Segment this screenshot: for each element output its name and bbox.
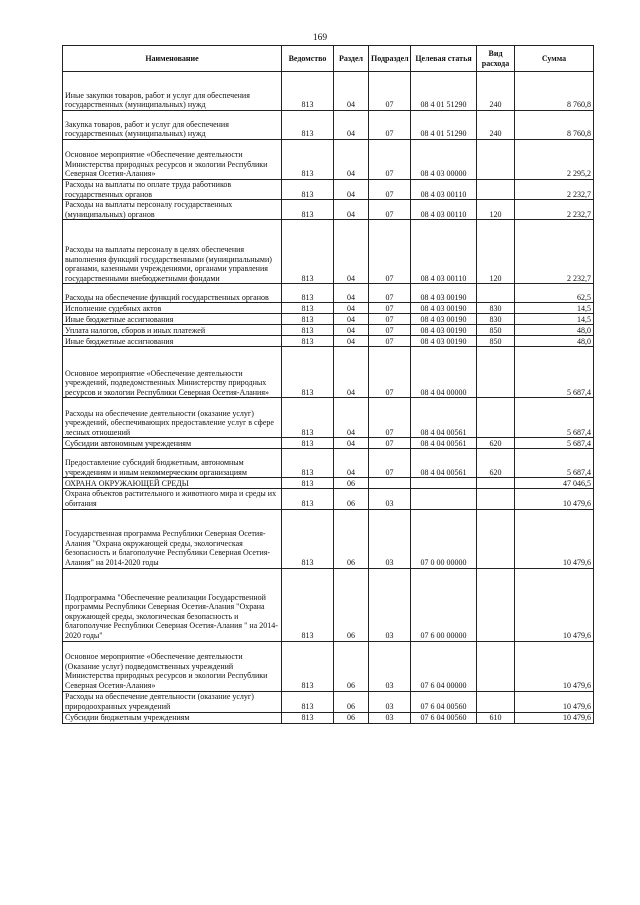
row-vedomstvo: 813: [282, 478, 334, 489]
row-vedomstvo: 813: [282, 314, 334, 325]
row-celevaya-statya: 08 4 04 00561: [411, 438, 477, 449]
table-row: [63, 284, 594, 303]
table-row: [63, 438, 594, 449]
table-row: [63, 72, 594, 111]
row-vid-raskhoda: 850: [477, 336, 515, 347]
row-razdel: 06: [334, 712, 369, 723]
row-podrazdel: 07: [369, 438, 411, 449]
row-name: Основное мероприятие «Обеспечение деятельности учреждений, подведомственных Министерству природных ресурсов и экологии Республики Северная Осетия-Алания»: [63, 347, 282, 398]
row-vedomstvo: 813: [282, 336, 334, 347]
row-vedomstvo: 813: [282, 111, 334, 140]
row-summa: 10 479,6: [515, 568, 594, 641]
row-name: ОХРАНА ОКРУЖАЮЩЕЙ СРЕДЫ: [63, 478, 282, 489]
row-podrazdel: [369, 478, 411, 489]
row-vid-raskhoda: 830: [477, 314, 515, 325]
table-row: [63, 220, 594, 284]
row-vid-raskhoda: [477, 347, 515, 398]
row-podrazdel: 07: [369, 303, 411, 314]
row-vid-raskhoda: [477, 398, 515, 438]
row-podrazdel: 03: [369, 712, 411, 723]
row-vedomstvo: 813: [282, 691, 334, 712]
row-vid-raskhoda: 120: [477, 200, 515, 220]
row-podrazdel: 03: [369, 489, 411, 509]
row-razdel: 04: [334, 449, 369, 478]
row-name: Субсидии бюджетным учреждениям: [63, 712, 282, 723]
row-summa: 2 232,7: [515, 180, 594, 200]
row-vedomstvo: 813: [282, 449, 334, 478]
row-podrazdel: 07: [369, 325, 411, 336]
row-name: Субсидии автономным учреждениям: [63, 438, 282, 449]
row-podrazdel: 07: [369, 200, 411, 220]
col-header-name: Наименование: [63, 46, 282, 72]
row-name: Иные бюджетные ассигнования: [63, 314, 282, 325]
row-razdel: 06: [334, 478, 369, 489]
row-vid-raskhoda: [477, 509, 515, 568]
row-vid-raskhoda: 850: [477, 325, 515, 336]
row-vedomstvo: 813: [282, 509, 334, 568]
row-razdel: 06: [334, 691, 369, 712]
row-celevaya-statya: 08 4 03 00190: [411, 303, 477, 314]
table-row: [63, 509, 594, 568]
row-vid-raskhoda: [477, 140, 515, 180]
row-summa: 10 479,6: [515, 712, 594, 723]
row-razdel: 04: [334, 284, 369, 303]
col-header-razdel: Раздел: [334, 46, 369, 72]
row-razdel: 04: [334, 220, 369, 284]
table-body: [63, 72, 594, 724]
row-vid-raskhoda: [477, 180, 515, 200]
row-podrazdel: 07: [369, 449, 411, 478]
row-summa: 5 687,4: [515, 347, 594, 398]
table-row: [63, 641, 594, 691]
row-podrazdel: 03: [369, 568, 411, 641]
col-header-vid-raskhoda: Вид расхода: [477, 46, 515, 72]
row-razdel: 04: [334, 140, 369, 180]
row-razdel: 04: [334, 325, 369, 336]
row-summa: 10 479,6: [515, 641, 594, 691]
row-celevaya-statya: 08 4 03 00190: [411, 284, 477, 303]
table-row: [63, 111, 594, 140]
row-name: Охрана объектов растительного и животного мира и среды их обитания: [63, 489, 282, 509]
row-vid-raskhoda: [477, 284, 515, 303]
row-razdel: 06: [334, 641, 369, 691]
row-podrazdel: 07: [369, 336, 411, 347]
row-celevaya-statya: 07 6 04 00560: [411, 712, 477, 723]
col-header-podrazdel: Подраздел: [369, 46, 411, 72]
row-name: Предоставление субсидий бюджетным, автономным учреждениям и иным некоммерческим организациям: [63, 449, 282, 478]
row-vedomstvo: 813: [282, 284, 334, 303]
row-razdel: 06: [334, 568, 369, 641]
row-vedomstvo: 813: [282, 140, 334, 180]
row-name: Уплата налогов, сборов и иных платежей: [63, 325, 282, 336]
row-celevaya-statya: 08 4 04 00561: [411, 449, 477, 478]
row-vedomstvo: 813: [282, 180, 334, 200]
row-vid-raskhoda: [477, 691, 515, 712]
row-name: Исполнение судебных актов: [63, 303, 282, 314]
row-summa: 10 479,6: [515, 489, 594, 509]
row-celevaya-statya: 08 4 03 00190: [411, 325, 477, 336]
row-vid-raskhoda: [477, 568, 515, 641]
row-summa: 5 687,4: [515, 398, 594, 438]
row-vedomstvo: 813: [282, 200, 334, 220]
table-row: [63, 140, 594, 180]
row-summa: 10 479,6: [515, 509, 594, 568]
row-summa: 2 295,2: [515, 140, 594, 180]
row-summa: 8 760,8: [515, 111, 594, 140]
row-summa: 5 687,4: [515, 438, 594, 449]
table-row: [63, 489, 594, 509]
row-razdel: 04: [334, 303, 369, 314]
row-vedomstvo: 813: [282, 303, 334, 314]
row-name: Закупка товаров, работ и услуг для обеспечения государственных (муниципальных) нужд: [63, 111, 282, 140]
row-summa: 10 479,6: [515, 691, 594, 712]
row-celevaya-statya: 08 4 03 00190: [411, 336, 477, 347]
row-razdel: 06: [334, 509, 369, 568]
row-summa: 62,5: [515, 284, 594, 303]
row-summa: 47 046,5: [515, 478, 594, 489]
row-vedomstvo: 813: [282, 641, 334, 691]
row-vid-raskhoda: [477, 641, 515, 691]
row-celevaya-statya: 07 6 00 00000: [411, 568, 477, 641]
row-celevaya-statya: 08 4 04 00000: [411, 347, 477, 398]
row-razdel: 04: [334, 180, 369, 200]
row-celevaya-statya: [411, 489, 477, 509]
row-vid-raskhoda: 240: [477, 72, 515, 111]
row-summa: 14,5: [515, 314, 594, 325]
row-vid-raskhoda: 830: [477, 303, 515, 314]
row-celevaya-statya: 08 4 04 00561: [411, 398, 477, 438]
row-name: Иные закупки товаров, работ и услуг для обеспечения государственных (муниципальных) нужд: [63, 72, 282, 111]
row-vedomstvo: 813: [282, 325, 334, 336]
row-vedomstvo: 813: [282, 489, 334, 509]
row-razdel: 04: [334, 398, 369, 438]
row-vid-raskhoda: [477, 478, 515, 489]
table-row: [63, 712, 594, 723]
row-podrazdel: 07: [369, 180, 411, 200]
row-vedomstvo: 813: [282, 398, 334, 438]
row-summa: 48,0: [515, 325, 594, 336]
row-summa: 48,0: [515, 336, 594, 347]
row-celevaya-statya: 08 4 01 51290: [411, 111, 477, 140]
row-podrazdel: 07: [369, 220, 411, 284]
budget-table: [62, 45, 594, 724]
row-celevaya-statya: 07 6 04 00000: [411, 641, 477, 691]
col-header-vedomstvo: Ведомство: [282, 46, 334, 72]
row-vid-raskhoda: [477, 489, 515, 509]
row-vedomstvo: 813: [282, 712, 334, 723]
row-razdel: 04: [334, 314, 369, 325]
row-razdel: 06: [334, 489, 369, 509]
row-vid-raskhoda: 120: [477, 220, 515, 284]
table-row: [63, 314, 594, 325]
row-vid-raskhoda: 620: [477, 438, 515, 449]
row-podrazdel: 03: [369, 641, 411, 691]
table-row: [63, 303, 594, 314]
row-podrazdel: 07: [369, 347, 411, 398]
row-celevaya-statya: 08 4 03 00110: [411, 200, 477, 220]
row-celevaya-statya: 08 4 03 00110: [411, 220, 477, 284]
row-celevaya-statya: 07 6 04 00560: [411, 691, 477, 712]
col-header-summa: Сумма: [515, 46, 594, 72]
table-row: [63, 449, 594, 478]
row-summa: 2 232,7: [515, 220, 594, 284]
table-row: [63, 180, 594, 200]
row-vedomstvo: 813: [282, 347, 334, 398]
table-row: [63, 691, 594, 712]
row-name: Иные бюджетные ассигнования: [63, 336, 282, 347]
row-vid-raskhoda: 240: [477, 111, 515, 140]
row-celevaya-statya: 08 4 03 00110: [411, 180, 477, 200]
row-summa: 8 760,8: [515, 72, 594, 111]
row-podrazdel: 07: [369, 284, 411, 303]
row-podrazdel: 07: [369, 140, 411, 180]
row-celevaya-statya: 07 0 00 00000: [411, 509, 477, 568]
row-podrazdel: 07: [369, 72, 411, 111]
row-razdel: 04: [334, 438, 369, 449]
table-row: [63, 200, 594, 220]
row-celevaya-statya: 08 4 03 00000: [411, 140, 477, 180]
row-celevaya-statya: 08 4 03 00190: [411, 314, 477, 325]
row-name: Подпрограмма "Обеспечение реализации Государственной программы Республики Северная Осетия-Алания "Охрана окружающей среды, экологическая безопасность и благополучие Республики Северная Осетия-Алания " на 2014-2020 годы": [63, 568, 282, 641]
row-summa: 2 232,7: [515, 200, 594, 220]
row-razdel: 04: [334, 347, 369, 398]
table-row: [63, 478, 594, 489]
row-name: Государственная программа Республики Северная Осетия-Алания "Охрана окружающей среды, экологическая безопасность и благополучие Республики Северная Осетия-Алания" на 2014-2020 годы: [63, 509, 282, 568]
row-name: Расходы на обеспечение деятельности (оказание услуг) учреждений, обеспечивающих предоставление услуг в сфере лесных отношений: [63, 398, 282, 438]
table-row: [63, 568, 594, 641]
table-header: [63, 46, 594, 72]
row-vedomstvo: 813: [282, 72, 334, 111]
row-razdel: 04: [334, 72, 369, 111]
table-row: [63, 398, 594, 438]
row-razdel: 04: [334, 111, 369, 140]
row-celevaya-statya: [411, 478, 477, 489]
row-razdel: 04: [334, 200, 369, 220]
row-vedomstvo: 813: [282, 438, 334, 449]
row-vid-raskhoda: 610: [477, 712, 515, 723]
row-name: Расходы на выплаты персоналу государственных (муниципальных) органов: [63, 200, 282, 220]
table-row: [63, 347, 594, 398]
row-podrazdel: 07: [369, 398, 411, 438]
table-row: [63, 325, 594, 336]
row-vedomstvo: 813: [282, 220, 334, 284]
row-podrazdel: 03: [369, 691, 411, 712]
row-name: Расходы на обеспечение функций государственных органов: [63, 284, 282, 303]
row-razdel: 04: [334, 336, 369, 347]
row-name: Расходы на обеспечение деятельности (оказание услуг) природоохранных учреждений: [63, 691, 282, 712]
row-name: Основное мероприятие «Обеспечение деятельности (Оказание услуг) подведомственных учреждений Министерства природных ресурсов и экологии Республики Северная Осетия-Алания»: [63, 641, 282, 691]
col-header-celevaya-statya: Целевая статья: [411, 46, 477, 72]
row-podrazdel: 07: [369, 111, 411, 140]
row-summa: 14,5: [515, 303, 594, 314]
row-podrazdel: 07: [369, 314, 411, 325]
page-number: 169: [312, 33, 328, 43]
row-name: Основное мероприятие «Обеспечение деятельности Министерства природных ресурсов и экологии Республики Северная Осетия-Алания»: [63, 140, 282, 180]
row-vid-raskhoda: 620: [477, 449, 515, 478]
row-name: Расходы на выплаты персоналу в целях обеспечения выполнения функций государственными (муниципальными) органами, казенными учреждениями, органами управления государственными внебюджетными фондами: [63, 220, 282, 284]
row-podrazdel: 03: [369, 509, 411, 568]
row-vedomstvo: 813: [282, 568, 334, 641]
row-summa: 5 687,4: [515, 449, 594, 478]
row-celevaya-statya: 08 4 01 51290: [411, 72, 477, 111]
table-row: [63, 336, 594, 347]
row-name: Расходы на выплаты по оплате труда работников государственных органов: [63, 180, 282, 200]
